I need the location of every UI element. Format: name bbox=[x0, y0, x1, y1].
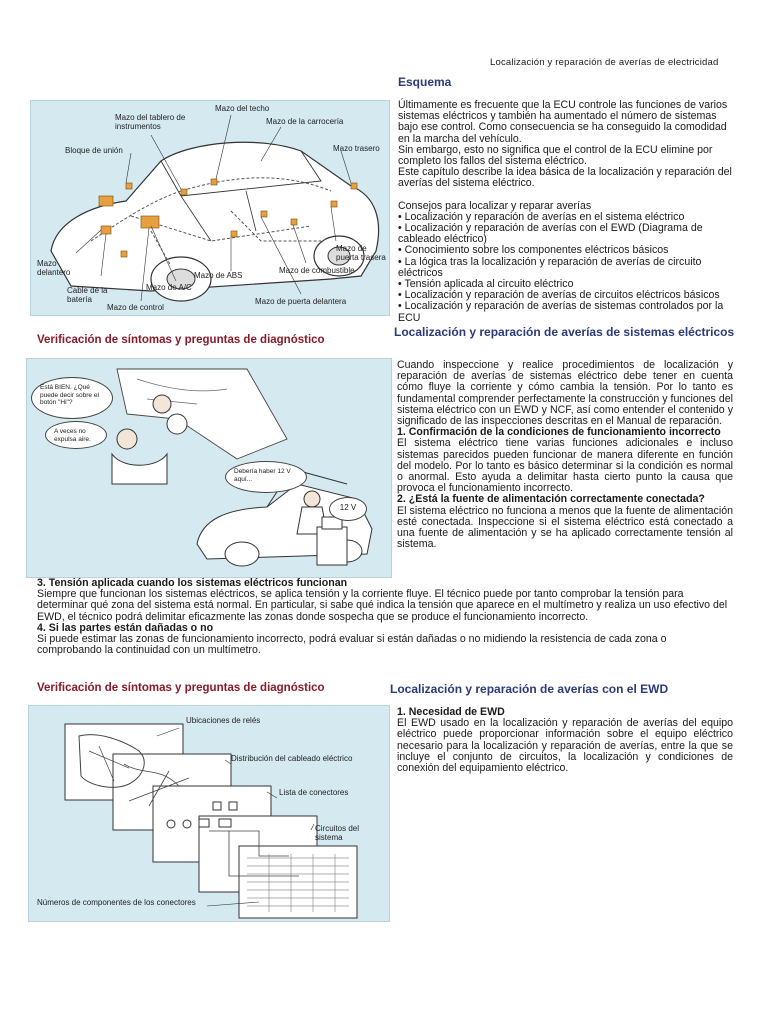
paragraph: El sistema eléctrico tiene varias funciones adicionales e incluso sistemas parecidos pueden funcionar de manera diferente en función del modelo. Por lo tanto es básico determinar si la condición es normal o anormal. Esto ayuda a delimitar hasta cierto punto la causa que provoca el funcionamiento incorrecto. bbox=[397, 437, 733, 495]
label-mazo-techo: Mazo del techo bbox=[215, 104, 270, 113]
label-mazo-control: Mazo de control bbox=[107, 303, 164, 312]
tip-item: • Localización y reparación de averías de circuitos eléctricos básicos bbox=[398, 289, 720, 302]
section2-text bbox=[397, 360, 733, 550]
label-mazo-carroceria: Mazo de la carrocería bbox=[266, 117, 344, 126]
tip-item: • Localización y reparación de averías de sistemas controlados por la ECU bbox=[398, 300, 724, 324]
paragraph: Cuando inspeccione y realice procedimientos de localización y reparación de averías de sistemas eléctrico debe tener en cuenta cómo fluye la corriente y cómo cambia la tensión. Por lo tanto es fundamental comprender perfectamente la construcción y funciones del sistema eléctrico con un EWD y NCF, así como entender el contenido y significado de las inspecciones descritas en el Manual de reparación. bbox=[397, 359, 733, 428]
label-cable-bateria: Cable de la batería bbox=[67, 286, 108, 304]
label-distribucion-cableado: Distribución del cableado eléctrico bbox=[231, 754, 353, 763]
ewd-pages-illustration bbox=[29, 706, 389, 921]
label-mazo-puerta-trasera: Mazo de puerta trasera bbox=[336, 244, 386, 262]
section3-right-title: Localización y reparación de averías con el EWD bbox=[390, 682, 669, 696]
label-mazo-abs: Mazo de ABS bbox=[194, 271, 243, 280]
label-numeros-componentes: Números de componentes de los conectores bbox=[37, 898, 196, 907]
label-ubicaciones-reles: Ubicaciones de relés bbox=[186, 716, 261, 725]
label-mazo-tablero: Mazo del tablero de instrumentos bbox=[115, 113, 186, 131]
section2-left-title: Verificación de síntomas y preguntas de diagnóstico bbox=[37, 334, 325, 346]
subheading: 2. ¿Está la fuente de alimentación correctamente conectada? bbox=[397, 493, 705, 506]
label-circuitos-sistema: Circuitos del sistema bbox=[315, 824, 360, 842]
car-harness-diagram bbox=[30, 100, 390, 316]
ewd-diagram bbox=[28, 705, 390, 922]
diagnosis-scene bbox=[26, 358, 392, 578]
section3-left-title: Verificación de síntomas y preguntas de diagnóstico bbox=[37, 682, 325, 694]
tip-item: • Conocimiento sobre los componentes eléctricos básicos bbox=[398, 244, 669, 257]
paragraph: El sistema eléctrico no funciona a menos que la fuente de alimentación esté conectada. Inspeccione si el sistema eléctrico está conectado a una fuente de alimentación y se ha aplicado correctamente tensión al sistema. bbox=[397, 504, 733, 551]
label-bloque-union: Bloque de unión bbox=[65, 146, 123, 155]
tip-item: • Localización y reparación de averías en el sistema eléctrico bbox=[398, 210, 685, 223]
speech-bubble: A veces no expulsa aire. bbox=[45, 421, 107, 449]
label-mazo-combustible: Mazo de combustible bbox=[279, 266, 355, 275]
section1-text bbox=[398, 100, 734, 324]
running-header: Localización y reparación de averías de electricidad bbox=[490, 57, 719, 68]
paragraph: Últimamente es frecuente que la ECU controle las funciones de varios sistemas eléctricos y también ha aumentado el número de sistemas bajo ese control. Como consecuencia se ha conseguido la comodidad en la marcha del vehículo. bbox=[398, 99, 728, 145]
section-title-esquema: Esquema bbox=[398, 75, 452, 89]
tip-item: • Tensión aplicada al circuito eléctrico bbox=[398, 278, 574, 291]
car-illustration bbox=[31, 101, 389, 315]
label-mazo-trasero: Mazo trasero bbox=[333, 144, 380, 153]
paragraph: Si puede estimar las zonas de funcionamiento incorrecto, podrá evaluar si están dañadas o no midiendo la resistencia de cada zona o comprobando la continuidad con un multímetro. bbox=[37, 633, 667, 657]
label-mazo-delantero: Mazo delantero bbox=[37, 259, 71, 277]
subheading: 3. Tensión aplicada cuando los sistemas eléctricos funcionan bbox=[37, 577, 348, 589]
subheading: 1. Confirmación de la condiciones de funcionamiento incorrecto bbox=[397, 426, 721, 439]
paragraph: Siempre que funcionan los sistemas eléctricos, se aplica tensión y la corriente fluye. El técnico puede por tanto comprobar la tensión para determinar qué zona del sistema está normal. En particular, si sabe qué indica la tensión que aparece en el multímetro y realiza un uso efectivo del EWD, el técnico podrá delimitar eficazmente las zonas donde sospecha que se produce el funcionamiento incorrecto. bbox=[37, 588, 728, 623]
tip-item: • La lógica tras la localización y reparación de averías de circuito eléctricos bbox=[398, 255, 702, 279]
paragraph: Sin embargo, esto no significa que el control de la ECU elimine por completo los fallos del sistema eléctrico. bbox=[398, 143, 713, 168]
label-lista-conectores: Lista de conectores bbox=[279, 788, 349, 797]
section2-right-title: Localización y reparación de averías de sistemas eléctricos bbox=[394, 325, 735, 339]
label-mazo-puerta-delantera: Mazo de puerta delantera bbox=[255, 297, 347, 306]
section2-fullwidth-text bbox=[37, 578, 733, 656]
label-mazo-ac: Mazo de A/C bbox=[146, 283, 192, 292]
paragraph: Este capítulo describe la idea básica de la localización y reparación del averías del sistema eléctrico. bbox=[398, 166, 732, 190]
subheading: 1. Necesidad de EWD bbox=[397, 706, 505, 718]
speech-bubble: Debería haber 12 V aquí... bbox=[225, 461, 307, 493]
tip-item: • Localización y reparación de averías con el EWD (Diagrama de cableado eléctrico) bbox=[398, 222, 703, 246]
speech-bubble: Está BIEN. ¿Qué puede decir sobre el botón "Hi"? bbox=[31, 377, 113, 419]
section3-text bbox=[397, 707, 733, 774]
tips-title: Consejos para localizar y reparar averías bbox=[398, 199, 592, 212]
subheading: 4. Si las partes están dañadas o no bbox=[37, 621, 214, 634]
paragraph: El EWD usado en la localización y reparación de averías del equipo eléctrico puede proporcionar información sobre el equipo eléctrico necesario para la localización y reparación de averías, entre la que se incluye el conjunto de circuitos, la localización y condiciones de conexión del equipamiento eléctrico. bbox=[397, 717, 733, 775]
speech-bubble: 12 V bbox=[329, 497, 367, 521]
